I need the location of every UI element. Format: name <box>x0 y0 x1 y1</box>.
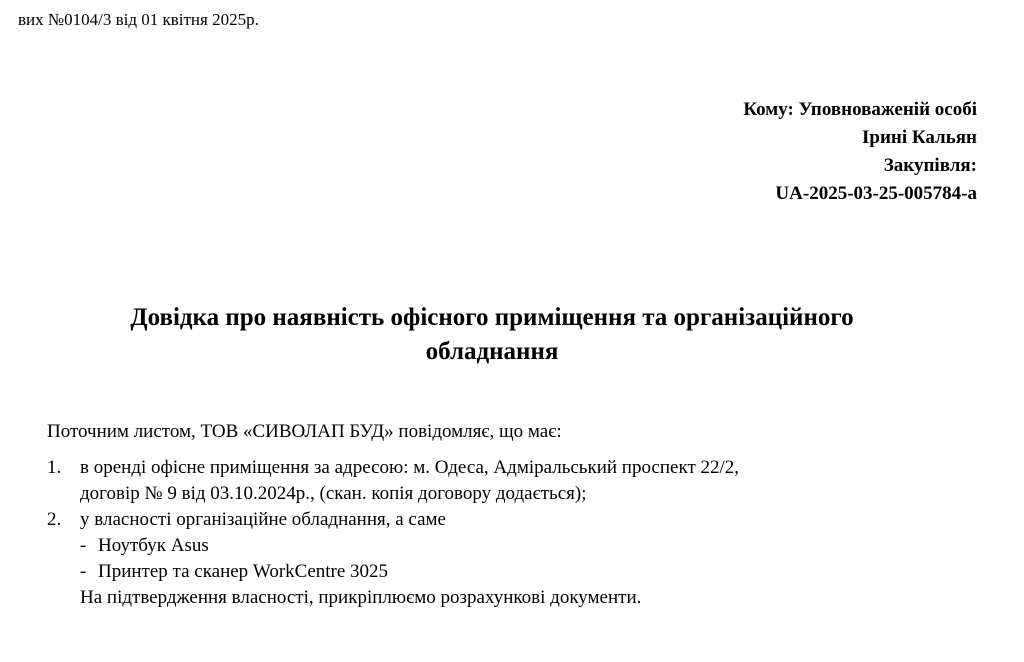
equipment-item <box>80 533 987 559</box>
list-item <box>47 455 987 507</box>
addressee-recipient: Кому: Уповноваженій особі <box>743 99 977 120</box>
addressee-block <box>743 96 977 208</box>
document-body <box>47 419 987 611</box>
numbered-list <box>47 455 987 611</box>
outgoing-reference: вих №0104/3 від 01 квітня 2025р. <box>18 10 259 29</box>
intro-paragraph: Поточним листом, ТОВ «СИВОЛАП БУД» повідомляє, що має: <box>47 421 562 442</box>
list-item-text: у власності організаційне обладнання, а саме <box>80 509 446 530</box>
list-item <box>47 507 987 611</box>
closing-sentence: На підтвердження власності, прикріплюємо розрахункові документи. <box>80 587 642 608</box>
equipment-item-text: Принтер та сканер WorkCentre 3025 <box>98 561 389 582</box>
list-item-text: в оренді офісне приміщення за адресою: м. Одеса, Адміральський проспект 22/2, <box>80 457 740 478</box>
dash-marker: - <box>80 561 87 582</box>
dash-marker: - <box>80 535 87 556</box>
document-title-line-1: Довідка про наявність офісного приміщення та організаційного <box>130 304 854 331</box>
equipment-item <box>80 559 987 585</box>
list-item-text: договір № 9 від 03.10.2024р., (скан. копія договору додається); <box>80 483 587 504</box>
list-item-number: 2. <box>47 509 62 530</box>
equipment-list <box>80 533 987 585</box>
equipment-item-text: Ноутбук Asus <box>98 535 209 556</box>
addressee-name: Ірині Кальян <box>861 127 977 148</box>
document-title-line-2: обладнання <box>425 338 559 365</box>
procurement-label: Закупівля: <box>883 155 977 176</box>
procurement-id: UA-2025-03-25-005784-a <box>775 183 977 204</box>
document-title <box>40 301 944 369</box>
list-item-number: 1. <box>47 457 62 478</box>
